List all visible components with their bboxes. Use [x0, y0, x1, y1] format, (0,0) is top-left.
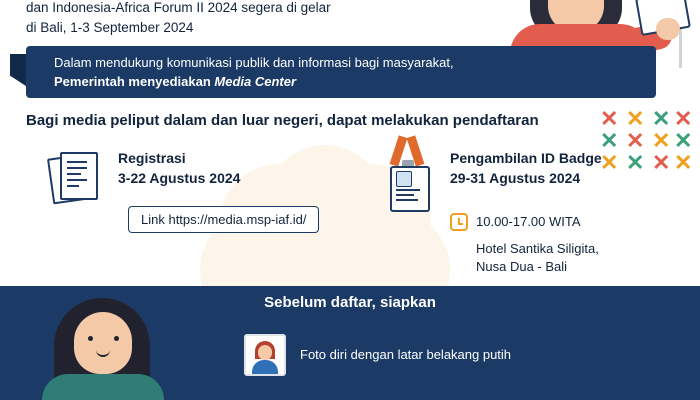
- clock-icon: [450, 213, 468, 231]
- registration-block: [40, 148, 350, 227]
- badge-pickup-time-row: [450, 213, 672, 231]
- badge-pickup-block: [372, 148, 672, 276]
- map-pin-icon: [450, 240, 468, 258]
- intro-line-1: dan Indonesia-Africa Forum II 2024 segera di gelar: [26, 0, 331, 15]
- badge-pickup-time: 10.00-17.00 WITA: [476, 214, 581, 229]
- requirements-title: Sebelum daftar, siapkan: [264, 294, 436, 311]
- ribbon-line-1: Dalam mendukung komunikasi publik dan informasi bagi masyarakat,: [54, 55, 454, 70]
- page-title: Bagi media peliput dalam dan luar negeri, dapat melakukan pendaftaran: [26, 112, 539, 129]
- media-center-ribbon: [26, 46, 656, 98]
- badge-pickup-location-row: [450, 240, 672, 276]
- registration-header: [40, 148, 350, 204]
- photo-portrait-icon: [244, 334, 286, 376]
- woman-eye-right: [114, 336, 119, 341]
- woman-illustration: [16, 296, 196, 400]
- badge-pickup-title: Pengambilan ID Badge: [450, 150, 602, 166]
- badge-pickup-header: [372, 148, 672, 204]
- ribbon-line-2-emphasis: Media Center: [214, 74, 297, 89]
- registration-link[interactable]: Link https://media.msp-iaf.id/: [128, 206, 319, 233]
- badge-pickup-location-line-1: Hotel Santika Siligita,: [476, 241, 599, 256]
- badge-pickup-location-line-2: Nusa Dua - Bali: [476, 259, 568, 274]
- document-icon: [48, 148, 102, 202]
- cross-pattern-decoration: ✕ ✕ ✕ ✕ ✕ ✕ ✕ ✕ ✕ ✕ ✕ ✕: [600, 106, 693, 175]
- woman-eye-left: [88, 336, 93, 341]
- intro-text: [26, 0, 446, 38]
- registration-title: Registrasi: [118, 150, 186, 166]
- woman-body: [42, 374, 164, 400]
- ribbon-line-2: [54, 72, 656, 91]
- requirement-text: Foto diri dengan latar belakang putih: [300, 347, 512, 362]
- woman-face: [74, 312, 132, 374]
- list-item: [244, 334, 511, 376]
- presenter-hand: [656, 18, 680, 40]
- ribbon-line-2-prefix: Pemerintah menyediakan: [54, 74, 215, 89]
- badge-pickup-dates: 29-31 Agustus 2024: [450, 170, 581, 186]
- id-badge-icon: [380, 136, 436, 210]
- intro-line-2: di Bali, 1-3 September 2024: [26, 20, 194, 35]
- registration-dates: 3-22 Agustus 2024: [118, 170, 241, 186]
